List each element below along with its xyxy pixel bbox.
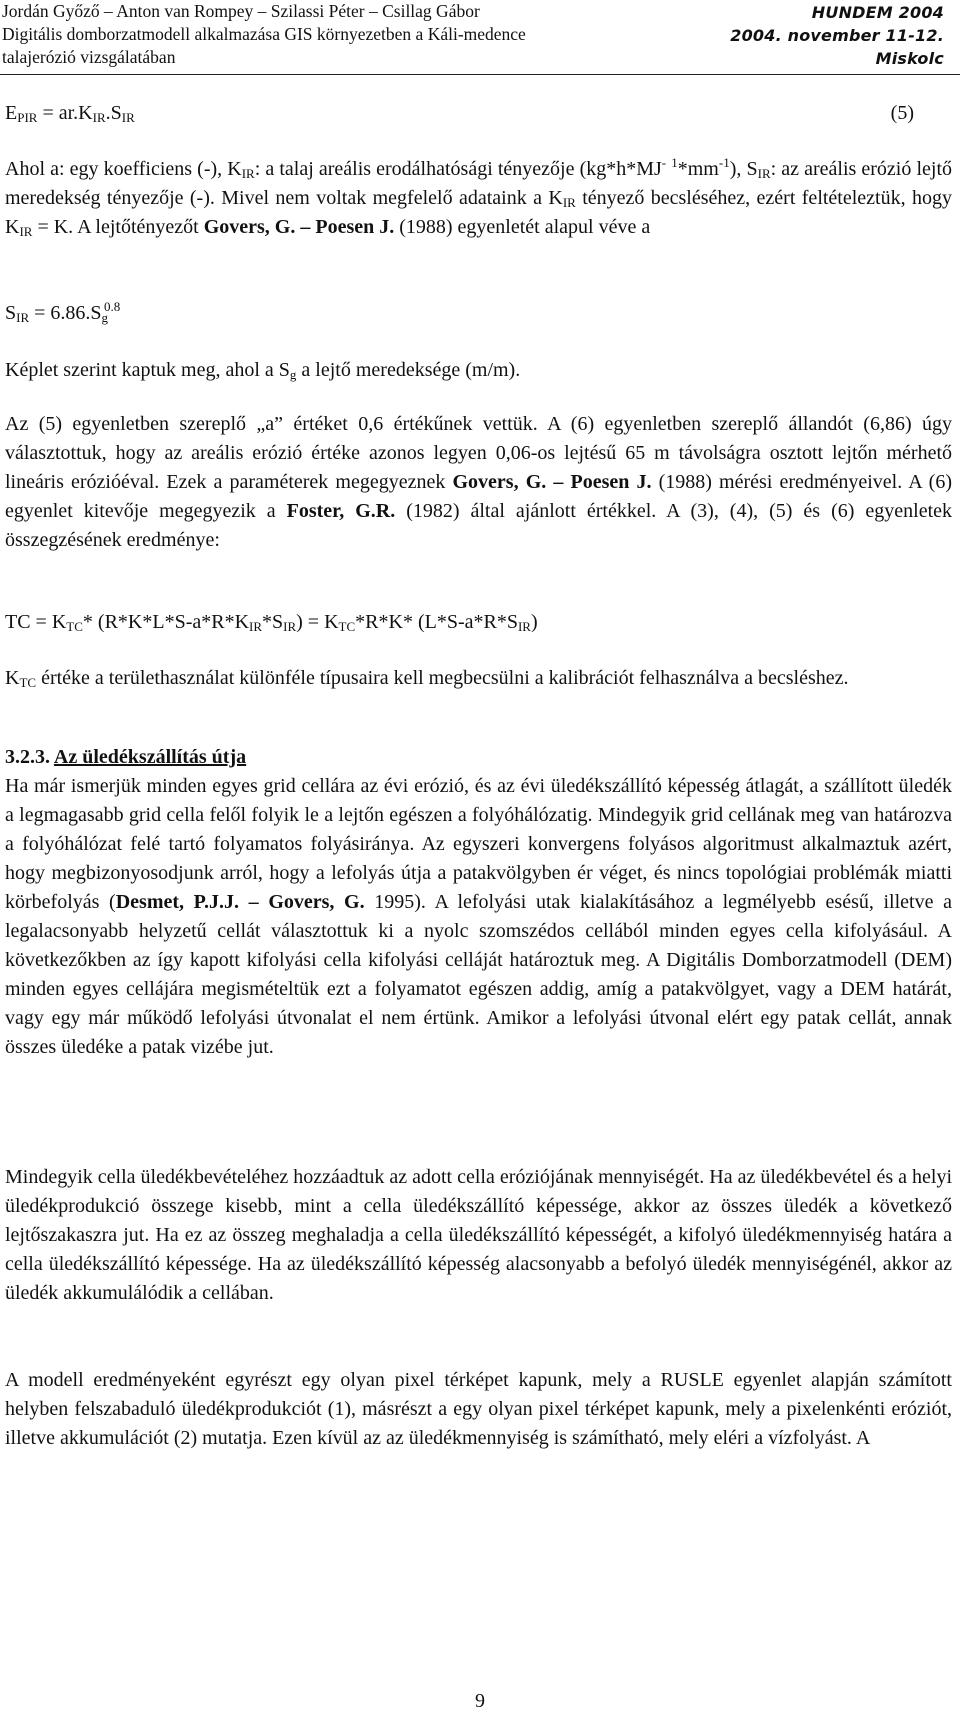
- subscript: IR: [241, 166, 255, 181]
- eq-text: TC = K: [5, 611, 67, 633]
- citation: Foster, G.R.: [286, 500, 396, 522]
- eq-text: ) = K: [296, 611, 339, 633]
- eq-sub: g: [101, 310, 109, 325]
- section-number: 3.2.3.: [5, 746, 50, 768]
- header-authors-title: [2, 0, 526, 69]
- eq-sub: TC: [338, 619, 356, 634]
- eq-text: S: [5, 302, 17, 324]
- header-conference-date: 2004. november 11-12.: [730, 26, 944, 45]
- citation: Govers, G. – Poesen J.: [452, 471, 652, 493]
- header-conference-place: Miskolc: [875, 49, 944, 68]
- paragraph-definitions: [5, 155, 952, 242]
- paragraph-sediment-routing: [5, 772, 952, 1062]
- text-run: tényező becsléséhez, ezért feltételeztük, hogy K: [5, 187, 952, 238]
- header-conference: [730, 1, 944, 70]
- section-heading: [5, 743, 246, 772]
- text-run: Képlet szerint kaptuk meg, ahol a S: [5, 359, 290, 381]
- subscript: g: [289, 367, 297, 382]
- text-run: ), S: [729, 158, 758, 180]
- eq-sub: IR: [16, 310, 30, 325]
- subscript: IR: [562, 195, 576, 210]
- text-run: = K. A lejtőtényezőt: [32, 216, 204, 238]
- text-run: K: [5, 667, 20, 689]
- paragraph-model-results: A modell eredményeként egyrészt egy olyan pixel térképet kapunk, mely a RUSLE egyenlet alapján számított helyben felszabaduló üledékprodukciót (1), másrészt a egy olyan pixel térképet kapunk, mely a pixelenkénti eróziót, illetve akkumulációt (2) mutatja. Ezen kívül az az üledékmennyiség is számítható, mely eléri a vízfolyást. A: [5, 1369, 952, 1449]
- eq-text: *S: [262, 611, 284, 633]
- eq-text: .S: [105, 102, 122, 124]
- equation-slope-factor: [5, 299, 120, 328]
- paragraph-slope-note: [5, 356, 952, 385]
- citation: Desmet, P.J.J. – Govers, G.: [115, 891, 365, 913]
- subscript: IR: [757, 166, 771, 181]
- eq-sub: IR: [283, 619, 297, 634]
- subscript: TC: [19, 675, 37, 690]
- text-run: : a talaj areális erodálhatósági tényezője (kg*h*MJ: [254, 158, 662, 180]
- eq-sub: IR: [92, 110, 106, 125]
- header-title-line2: talajerózió vizsgálatában: [2, 47, 176, 67]
- eq-exponent: 0.8: [104, 299, 121, 314]
- text-run: *mm: [677, 158, 719, 180]
- text-run: : az areális erózió lejtő meredekség tényezője (-). Mivel nem voltak megfelelő adataink a K: [5, 158, 953, 209]
- text-run: (1988) egyenletét alapul véve a: [394, 216, 651, 238]
- page-header: [0, 0, 960, 75]
- equation-tc: [5, 608, 538, 637]
- superscript: 1: [671, 155, 678, 170]
- paragraph-ktc: [5, 664, 952, 693]
- eq-sub: IR: [249, 619, 263, 634]
- text-run: Ahol a: egy koefficiens (-), K: [5, 158, 242, 180]
- equation-5: [5, 99, 952, 128]
- equation-number: (5): [890, 102, 914, 124]
- paragraph-coefficients: [5, 410, 952, 555]
- eq-sub: PIR: [17, 110, 38, 125]
- page-number: 9: [475, 1690, 485, 1712]
- section-title: Az üledékszállítás útja: [53, 746, 247, 768]
- eq-sub: IR: [121, 110, 135, 125]
- text-run: (1988) mérési eredményeivel. A (6) egyenlet kitevője megegyezik a: [5, 471, 953, 522]
- subscript: IR: [19, 224, 33, 239]
- text-run: értéke a területhasználat különféle típusaira kell megbecsülni a kalibrációt felhasználva a becsléshez.: [36, 667, 849, 689]
- text-run: Az (5) egyenletben szereplő „a” értéket 0,6 értékűnek vettük. A (6) egyenletben szereplő állandót (6,86) úgy választottuk, hogy az areális erózió értéke azonos legyen 0,06-os lejtésű 65 m távolságra osztott lejtőn mérhető lineáris erózióéval. Ezek a paraméterek megegyeznek: [5, 413, 952, 493]
- eq-text: *R*K* (L*S-a*R*S: [355, 611, 518, 633]
- paragraph-sediment-balance: Mindegyik cella üledékbevételéhez hozzáadtuk az adott cella eróziójának mennyiségét. Ha az üledékbevétel és a helyi üledékprodukció összege kisebb, mint a cella üledékszállító képessége, akkor az összes üledék a következő lejtőszakaszra jut. Ha ez az összeg meghaladja a cella üledékszállító képességét, a kifolyó üledékmennyiség határa a cella üledékszállító képessége. Ha az üledékszállító képesség alacsonyabb a befolyó üledék mennyiségénél, akkor az üledék akkumulálódik a cellában.: [5, 1166, 952, 1304]
- text-run: Ha már ismerjük minden egyes grid cellára az évi erózió, és az évi üledékszállító képesség átlagát, a szállított üledék a legmagasabb grid cella felől folyik le a lejtőn egészen a folyóhálózatig. Mindegyik grid cellának meg van határozva a folyóhálózat felé tartó folyamatos folyásiránya. Az egyszeri konvergens folyásos algoritmust alkalmaztuk azért, hogy megbizonyosodjunk arról, hogy a lefolyás útja a patakvölgyben ér véget, és nincs topológiai problémák miatti körbefolyás (: [5, 775, 952, 913]
- superscript: -: [661, 155, 667, 170]
- eq-sub: IR: [517, 619, 531, 634]
- header-title-line1: Digitális domborzatmodell alkalmazása GIS környezetben a Káli-medence: [2, 24, 526, 44]
- eq-text: * (R*K*L*S-a*R*K: [82, 611, 250, 633]
- eq-text: = 6.86.S: [29, 302, 102, 324]
- superscript: -1: [718, 155, 730, 170]
- text-run: (1982) által ajánlott értékkel. A (3), (4), (5) és (6) egyenletek összegzésének eredménye:: [5, 500, 953, 551]
- eq-text: ): [530, 611, 538, 633]
- eq-text: = ar.K: [37, 102, 93, 124]
- eq-text: E: [5, 102, 18, 124]
- text-run: a lejtő meredeksége (m/m).: [296, 359, 521, 381]
- header-conference-name: HUNDEM 2004: [811, 3, 944, 22]
- eq-sub: TC: [66, 619, 83, 634]
- text-run: 1995). A lefolyási utak kialakításához a legmélyebb esésű, illetve a legalacsonyabb helyzetű cellát választottuk ki a nyolc szomszédos cellából minden egyes cella kifolyásául. A következőkben az így kapott kifolyási cella kifolyási celláját határoztuk meg. A Digitális Domborzatmodell (DEM) minden egyes cellájára megismételtük ezt a folyamatot egészen addig, amíg a patakvölgyet, vagy a DEM határát, vagy egy már működő lefolyási útvonalat el nem értünk. Amikor a lefolyási útvonal elért egy patak cellát, annak összes üledéke a patak vizébe jut.: [5, 891, 952, 1058]
- citation: Govers, G. – Poesen J.: [203, 216, 395, 238]
- header-authors: Jordán Győző – Anton van Rompey – Szilassi Péter – Csillag Gábor: [2, 1, 480, 21]
